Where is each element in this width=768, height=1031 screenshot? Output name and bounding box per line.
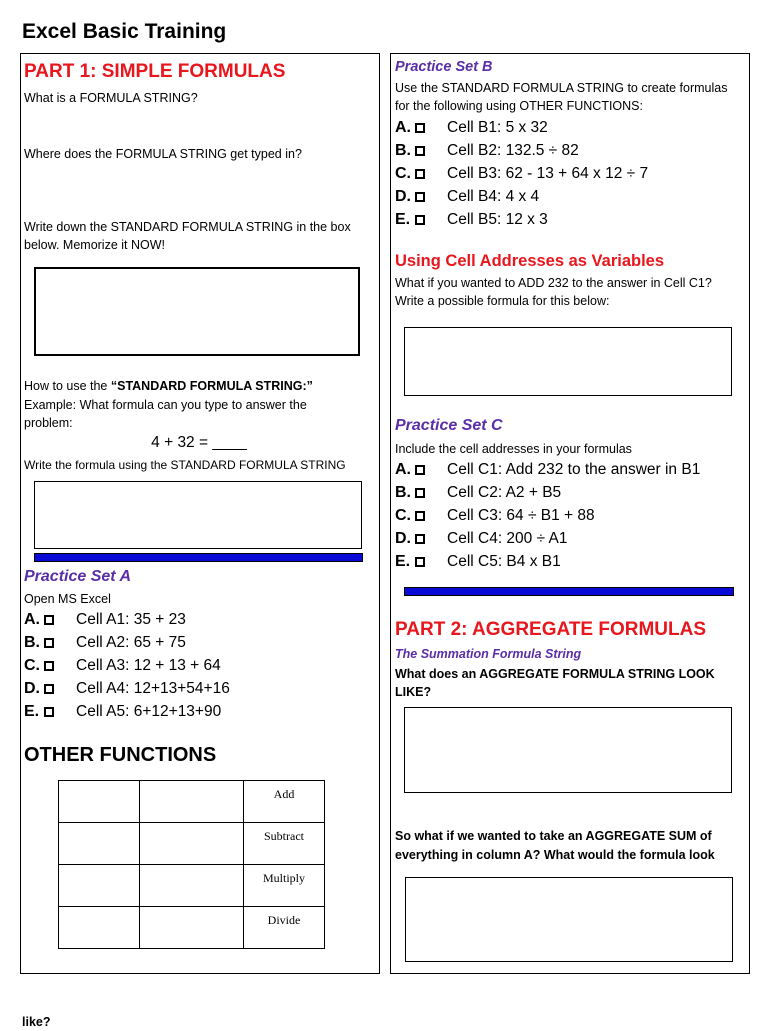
part2-q1-line2: LIKE?: [395, 685, 432, 699]
item-text: Cell C4: 200 ÷ A1: [447, 529, 568, 547]
practice-a-item: [24, 608, 230, 631]
practice-b-item: [395, 139, 648, 162]
table-cell: [244, 823, 325, 865]
checkbox-icon[interactable]: [415, 465, 425, 475]
function-label: Divide: [267, 913, 301, 927]
practice-c-list: [395, 458, 700, 573]
item-text: Cell B5: 12 x 3: [447, 210, 548, 228]
standard-formula-answer-box[interactable]: [34, 267, 360, 356]
table-row: [59, 781, 325, 823]
practice-b-item: [395, 208, 648, 231]
item-letter: D.: [24, 679, 40, 697]
function-label: Subtract: [264, 829, 304, 843]
item-letter: C.: [24, 656, 40, 674]
practice-a-item: [24, 654, 230, 677]
checkbox-icon[interactable]: [415, 169, 425, 179]
item-letter: A.: [24, 610, 40, 628]
table-cell: [244, 865, 325, 907]
table-cell[interactable]: [140, 781, 244, 823]
item-letter: B.: [395, 141, 411, 159]
practice-b-item: [395, 162, 648, 185]
checkbox-icon[interactable]: [415, 192, 425, 202]
item-letter: D.: [395, 529, 411, 547]
practice-a-item: [24, 631, 230, 654]
question-standard-line1: Write down the STANDARD FORMULA STRING in the box: [24, 220, 351, 234]
item-letter: E.: [24, 702, 40, 720]
practice-a-item: [24, 700, 230, 723]
item-text: Cell B3: 62 - 13 + 64 x 12 ÷ 7: [447, 164, 649, 182]
cell-address-answer-box[interactable]: [404, 327, 732, 396]
item-letter: A.: [395, 460, 411, 478]
other-functions-heading: OTHER FUNCTIONS: [24, 744, 217, 766]
write-formula-instruction: Write the formula using the STANDARD FORMULA STRING: [24, 458, 346, 472]
practice-b-item: [395, 116, 648, 139]
item-text: Cell A3: 12 + 13 + 64: [76, 656, 221, 674]
checkbox-icon[interactable]: [44, 615, 54, 625]
item-text: Cell C2: A2 + B5: [447, 483, 562, 501]
table-cell[interactable]: [140, 823, 244, 865]
item-text: Cell B1: 5 x 32: [447, 118, 548, 136]
practice-b-instruction-line1: Use the STANDARD FORMULA STRING to create formulas: [395, 81, 728, 95]
aggregate-sum-answer-box[interactable]: [405, 877, 733, 962]
example-problem: 4 + 32 = ____: [151, 434, 247, 451]
practice-c-item: [395, 481, 700, 504]
part1-heading: PART 1: SIMPLE FORMULAS: [24, 61, 286, 82]
checkbox-icon[interactable]: [415, 146, 425, 156]
question-formula-string: What is a FORMULA STRING?: [24, 91, 198, 105]
question-standard-line2: below. Memorize it NOW!: [24, 238, 166, 252]
table-cell: [244, 907, 325, 949]
practice-c-item: [395, 527, 700, 550]
practice-a-item: [24, 677, 230, 700]
checkbox-icon[interactable]: [415, 123, 425, 133]
checkbox-icon[interactable]: [44, 661, 54, 671]
table-cell[interactable]: [59, 823, 140, 865]
practice-b-list: [395, 116, 648, 231]
part2-q1-line1: What does an AGGREGATE FORMULA STRING LOOK: [395, 667, 715, 681]
part2-subheading: The Summation Formula String: [395, 647, 582, 661]
checkbox-icon[interactable]: [415, 488, 425, 498]
practice-c-heading: Practice Set C: [395, 417, 503, 434]
item-letter: B.: [395, 483, 411, 501]
checkbox-icon[interactable]: [415, 215, 425, 225]
item-letter: A.: [395, 118, 411, 136]
checkbox-icon[interactable]: [415, 534, 425, 544]
item-text: Cell C3: 64 ÷ B1 + 88: [447, 506, 595, 524]
practice-a-instruction: Open MS Excel: [24, 592, 111, 606]
practice-c-item: [395, 550, 700, 573]
function-label: Add: [273, 787, 295, 801]
table-cell[interactable]: [59, 865, 140, 907]
item-text: Cell A1: 35 + 23: [76, 610, 186, 628]
cell-addresses-line1: What if you wanted to ADD 232 to the answer in Cell C1?: [395, 276, 712, 290]
practice-c-item: [395, 504, 700, 527]
part2-heading: PART 2: AGGREGATE FORMULAS: [395, 619, 707, 640]
howto-bold: “STANDARD FORMULA STRING:”: [110, 379, 313, 393]
item-letter: E.: [395, 552, 411, 570]
checkbox-icon[interactable]: [415, 511, 425, 521]
table-row: [59, 907, 325, 949]
section-divider: [404, 587, 734, 596]
overflow-text: like?: [22, 1015, 51, 1029]
other-functions-table: [58, 780, 325, 949]
table-row: [59, 865, 325, 907]
table-cell[interactable]: [59, 907, 140, 949]
item-text: Cell B4: 4 x 4: [447, 187, 540, 205]
item-text: Cell B2: 132.5 ÷ 82: [447, 141, 579, 159]
item-text: Cell C1: Add 232 to the answer in B1: [447, 460, 701, 478]
question-where-typed: Where does the FORMULA STRING get typed in?: [24, 147, 302, 161]
table-cell[interactable]: [140, 907, 244, 949]
item-text: Cell C5: B4 x B1: [447, 552, 561, 570]
practice-b-item: [395, 185, 648, 208]
cell-addresses-heading: Using Cell Addresses as Variables: [395, 252, 665, 270]
practice-a-heading: Practice Set A: [24, 568, 132, 585]
practice-c-item: [395, 458, 700, 481]
table-cell[interactable]: [140, 865, 244, 907]
item-letter: C.: [395, 506, 411, 524]
item-text: Cell A5: 6+12+13+90: [76, 702, 222, 720]
practice-b-heading: Practice Set B: [395, 59, 493, 75]
example-answer-box[interactable]: [34, 481, 362, 549]
item-letter: E.: [395, 210, 411, 228]
checkbox-icon[interactable]: [415, 557, 425, 567]
howto-line: [24, 377, 313, 395]
checkbox-icon[interactable]: [44, 707, 54, 717]
item-letter: C.: [395, 164, 411, 182]
item-letter: D.: [395, 187, 411, 205]
practice-b-instruction-line2: for the following using OTHER FUNCTIONS:: [395, 99, 643, 113]
page-title: Excel Basic Training: [22, 20, 227, 43]
checkbox-icon[interactable]: [44, 684, 54, 694]
section-divider: [34, 553, 363, 562]
table-cell[interactable]: [59, 781, 140, 823]
table-row: [59, 823, 325, 865]
howto-prefix: How to use the: [24, 379, 111, 393]
item-text: Cell A4: 12+13+54+16: [76, 679, 230, 697]
practice-a-list: [24, 608, 230, 723]
aggregate-answer-box[interactable]: [404, 707, 732, 793]
function-label: Multiply: [262, 871, 305, 885]
part2-q2-line2: everything in column A? What would the formula look: [395, 848, 715, 862]
part2-q2-line1: So what if we wanted to take an AGGREGATE SUM of: [395, 829, 712, 843]
example-line2: problem:: [24, 416, 73, 430]
practice-c-instruction: Include the cell addresses in your formulas: [395, 442, 632, 456]
cell-addresses-line2: Write a possible formula for this below:: [395, 294, 610, 308]
item-letter: B.: [24, 633, 40, 651]
checkbox-icon[interactable]: [44, 638, 54, 648]
table-cell: [244, 781, 325, 823]
item-text: Cell A2: 65 + 75: [76, 633, 186, 651]
example-line1: Example: What formula can you type to answer the: [24, 398, 307, 412]
